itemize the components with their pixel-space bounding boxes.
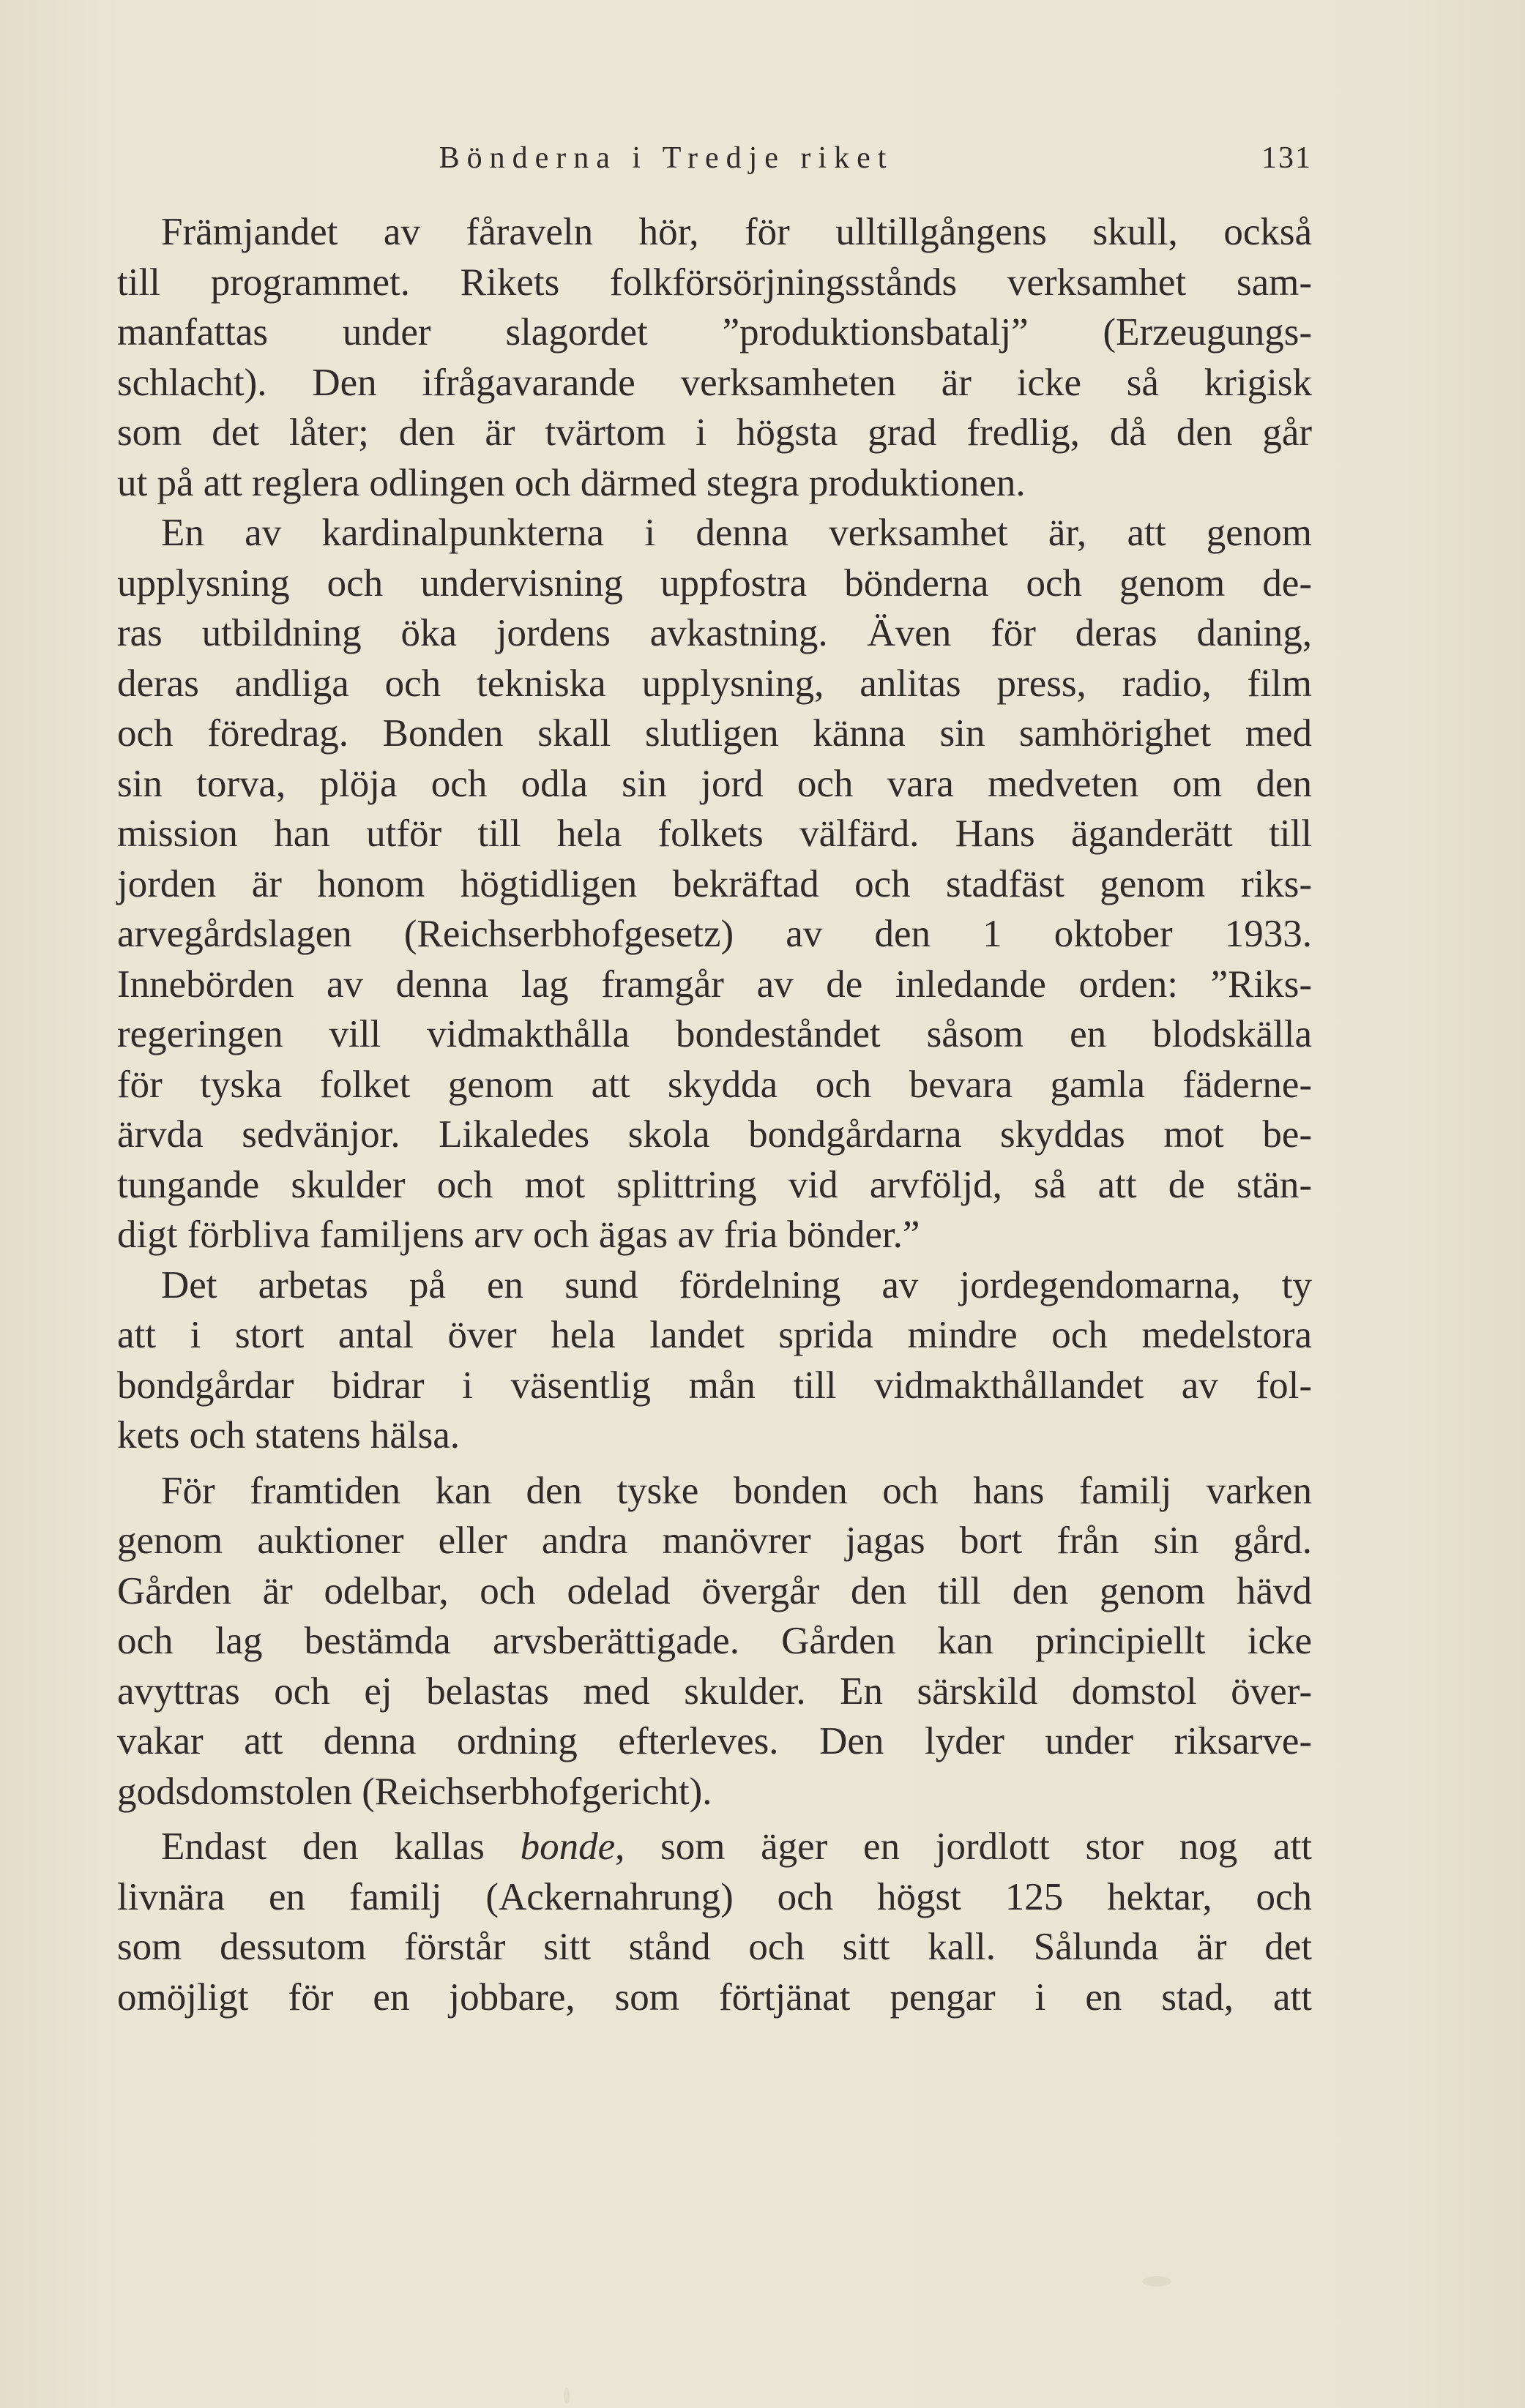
page-header (117, 136, 1312, 180)
page-number: 131 (1261, 141, 1312, 175)
text-line: som det låter; den är tvärtom i högsta grad fredlig, då den går (117, 411, 1312, 454)
text-line: En av kardinalpunkterna i denna verksamhet är, att genom (161, 512, 1312, 554)
text-line: ut på att reglera odlingen och därmed stegra produktionen. (117, 461, 1026, 504)
text-line: sin torva, plöja och odla sin jord och vara medveten om den (117, 762, 1312, 805)
text-line: till programmet. Rikets folkförsörjningsstånds verksamhet sam- (117, 261, 1312, 304)
text-line: kets och statens hälsa. (117, 1414, 461, 1457)
text-line: Innebörden av denna lag framgår av de inledande orden: ”Riks- (117, 962, 1312, 1006)
text-line: För framtiden kan den tyske bonden och hans familj varken (161, 1469, 1312, 1512)
text-line: deras andliga och tekniska upplysning, anlitas press, radio, film (117, 662, 1312, 705)
paper-stain (1142, 2276, 1171, 2287)
text-line: genom auktioner eller andra manövrer jagas bort från sin gård. (117, 1519, 1312, 1562)
text-line: Det arbetas på en sund fördelning av jordegendomarna, ty (161, 1263, 1312, 1306)
text-line: och föredrag. Bonden skall slutligen känna sin samhörighet med (117, 712, 1312, 755)
text-line: Gården är odelbar, och odelad övergår den till den genom hävd (117, 1569, 1312, 1612)
text-line: vakar att denna ordning efterleves. Den lyder under riksarve- (117, 1720, 1312, 1762)
text-line: för tyska folket genom att skydda och bevara gamla fäderne- (117, 1063, 1312, 1106)
text-line: Främjandet av fåraveln hör, för ulltillgångens skull, också (161, 211, 1312, 253)
running-title: Bönderna i Tredje riket (439, 141, 894, 175)
text-line: bondgårdar bidrar i väsentlig mån till vidmakthållandet av fol- (117, 1364, 1312, 1407)
text-line: arvegårdslagen (Reichserbhofgesetz) av den 1 oktober 1933. (117, 913, 1312, 955)
text-line: regeringen vill vidmakthålla bondeståndet såsom en blodskälla (117, 1013, 1312, 1055)
emphasized-word: bonde (520, 1825, 616, 1868)
body-text (117, 207, 1312, 2022)
text-line: schlacht). Den ifrågavarande verksamheten är icke så krigisk (117, 361, 1312, 404)
text-line: ras utbildning öka jordens avkastning. Även för deras daning, (117, 612, 1312, 654)
paper-stain (564, 2388, 570, 2404)
text-line: ärvda sedvänjor. Likaledes skola bondgårdarna skyddas mot be- (117, 1113, 1312, 1156)
text-line: tungande skulder och mot splittring vid arvföljd, så att de stän- (117, 1163, 1312, 1206)
text-line: omöjligt för en jobbare, som förtjänat pengar i en stad, att (117, 1975, 1312, 2019)
text-line: Endast den kallas bonde, som äger en jordlott stor nog att (161, 1825, 1312, 1868)
text-line: och lag bestämda arvsberättigade. Gården kan principiellt icke (117, 1620, 1312, 1662)
text-line: godsdomstolen (Reichserbhofgericht). (117, 1770, 712, 1813)
text-line: att i stort antal över hela landet sprida mindre och medelstora (117, 1314, 1312, 1356)
text-line: upplysning och undervisning uppfostra bönderna och genom de- (117, 561, 1312, 605)
text-line: mission han utför till hela folkets välfärd. Hans äganderätt till (117, 812, 1312, 855)
text-line: jorden är honom högtidligen bekräftad och stadfäst genom riks- (117, 862, 1312, 905)
text-line: digt förbliva familjens arv och ägas av fria bönder.” (117, 1214, 920, 1256)
text-line: livnära en familj (Ackernahrung) och högst 125 hektar, och (117, 1875, 1312, 1918)
text-line: manfattas under slagordet ”produktionsbatalj” (Erzeugungs- (117, 311, 1312, 354)
text-line: avyttras och ej belastas med skulder. En särskild domstol över- (117, 1669, 1312, 1713)
text-line: som dessutom förstår sitt stånd och sitt kall. Sålunda är det (117, 1926, 1312, 1968)
